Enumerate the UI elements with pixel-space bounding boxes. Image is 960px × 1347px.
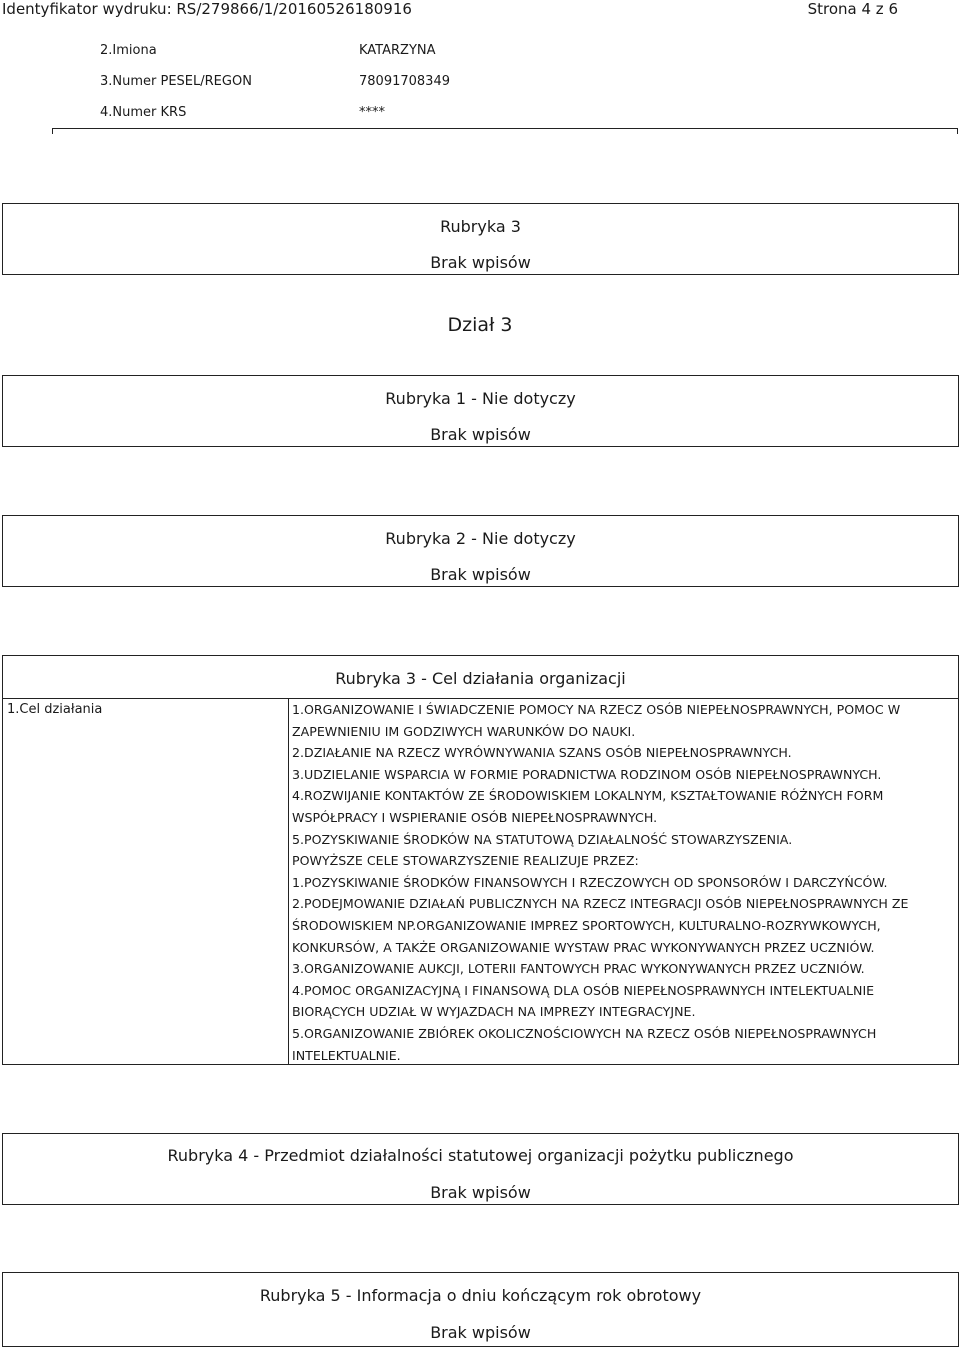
fields-right-tick bbox=[957, 128, 958, 134]
rubryka-4-title: Rubryka 4 - Przedmiot działalności statutowej organizacji pożytku publicznego bbox=[167, 1146, 794, 1165]
field-label-krs: 4.Numer KRS bbox=[100, 105, 187, 120]
rubryka-1-title: Rubryka 1 - Nie dotyczy bbox=[385, 389, 576, 408]
fields-left-tick bbox=[52, 128, 53, 134]
rubryka-1-status: Brak wpisów bbox=[430, 425, 531, 444]
cel-line: 5.POZYSKIWANIE ŚRODKÓW NA STATUTOWĄ DZIAŁALNOŚĆ STOWARZYSZENIA. bbox=[292, 831, 793, 847]
cel-line: 4.POMOC ORGANIZACYJNĄ I FINANSOWĄ DLA OSÓB NIEPEŁNOSPRAWNYCH INTELEKTUALNIE bbox=[292, 982, 875, 998]
cel-column-divider bbox=[288, 698, 289, 1065]
rubryka-2-title: Rubryka 2 - Nie dotyczy bbox=[385, 529, 576, 548]
cel-line: KONKURSÓW, A TAKŻE ORGANIZOWANIE WYSTAW PRAC WYKONYWANYCH PRZEZ UCZNIÓW. bbox=[292, 939, 875, 955]
cel-line: INTELEKTUALNIE. bbox=[292, 1047, 401, 1063]
cel-line: WSPÓŁPRACY I WSPIERANIE OSÓB NIEPEŁNOSPRAWNYCH. bbox=[292, 809, 658, 825]
rubryka-1-box bbox=[2, 375, 959, 447]
rubryka-4-status: Brak wpisów bbox=[430, 1183, 531, 1202]
cel-line: 3.ORGANIZOWANIE AUKCJI, LOTERII FANTOWYCH PRAC WYKONYWANYCH PRZEZ UCZNIÓW. bbox=[292, 961, 865, 977]
print-identifier: Identyfikator wydruku: RS/279866/1/20160526180916 bbox=[2, 0, 412, 18]
cel-line: ŚRODOWISKIEM NP.ORGANIZOWANIE IMPREZ SPORTOWYCH, KULTURALNO-ROZRYWKOWYCH, bbox=[292, 917, 881, 933]
rubryka-2-box bbox=[2, 515, 959, 587]
cel-line: 4.ROZWIJANIE KONTAKTÓW ZE ŚRODOWISKIEM LOKALNYM, KSZTAŁTOWANIE RÓŻNYCH FORM bbox=[292, 788, 884, 804]
rubryka-3-title: Rubryka 3 bbox=[440, 217, 521, 236]
cel-line: 1.ORGANIZOWANIE I ŚWIADCZENIE POMOCY NA RZECZ OSÓB NIEPEŁNOSPRAWNYCH, POMOC W bbox=[292, 702, 901, 717]
rubryka-3-status: Brak wpisów bbox=[430, 253, 531, 272]
cel-content bbox=[292, 699, 956, 1066]
cel-label: 1.Cel działania bbox=[7, 702, 103, 717]
cel-line: 2.PODEJMOWANIE DZIAŁAŃ PUBLICZNYCH NA RZECZ INTEGRACJI OSÓB NIEPEŁNOSPRAWNYCH ZE bbox=[292, 896, 909, 912]
rubryka-3-box bbox=[2, 203, 959, 275]
rubryka-4-box bbox=[2, 1133, 959, 1205]
field-label-pesel: 3.Numer PESEL/REGON bbox=[100, 74, 252, 89]
cel-line: 5.ORGANIZOWANIE ZBIÓREK OKOLICZNOŚCIOWYCH NA RZECZ OSÓB NIEPEŁNOSPRAWNYCH bbox=[292, 1025, 877, 1041]
rubryka-5-status: Brak wpisów bbox=[430, 1323, 531, 1342]
field-value-imiona: KATARZYNA bbox=[359, 43, 436, 58]
cel-line: 1.POZYSKIWANIE ŚRODKÓW FINANSOWYCH I RZECZOWYCH OD SPONSORÓW I DARCZYŃCÓW. bbox=[292, 874, 888, 890]
rubryka-2-status: Brak wpisów bbox=[430, 565, 531, 584]
fields-bottom-rule bbox=[52, 128, 958, 129]
field-value-krs: **** bbox=[359, 105, 385, 120]
page-number: Strona 4 z 6 bbox=[807, 0, 898, 18]
field-value-pesel: 78091708349 bbox=[359, 74, 450, 89]
cel-line: 2.DZIAŁANIE NA RZECZ WYRÓWNYWANIA SZANS OSÓB NIEPEŁNOSPRAWNYCH. bbox=[292, 745, 792, 761]
rubryka-5-box bbox=[2, 1272, 959, 1347]
field-label-imiona: 2.Imiona bbox=[100, 43, 157, 58]
rubryka-3-cel-title: Rubryka 3 - Cel działania organizacji bbox=[335, 669, 626, 688]
cel-line: BIORĄCYCH UDZIAŁ W WYJAZDACH NA IMPREZY INTEGRACYJNE. bbox=[292, 1004, 696, 1020]
cel-line: 3.UDZIELANIE WSPARCIA W FORMIE PORADNICTWA RODZINOM OSÓB NIEPEŁNOSPRAWNYCH. bbox=[292, 766, 882, 782]
rubryka-5-title: Rubryka 5 - Informacja o dniu kończącym rok obrotowy bbox=[259, 1286, 702, 1305]
dzial-3-title: Dział 3 bbox=[447, 314, 513, 336]
cel-line: POWYŻSZE CELE STOWARZYSZENIE REALIZUJE PRZEZ: bbox=[292, 853, 639, 869]
cel-line: ZAPEWNIENIU IM GODZIWYCH WARUNKÓW DO NAUKI. bbox=[292, 723, 636, 739]
